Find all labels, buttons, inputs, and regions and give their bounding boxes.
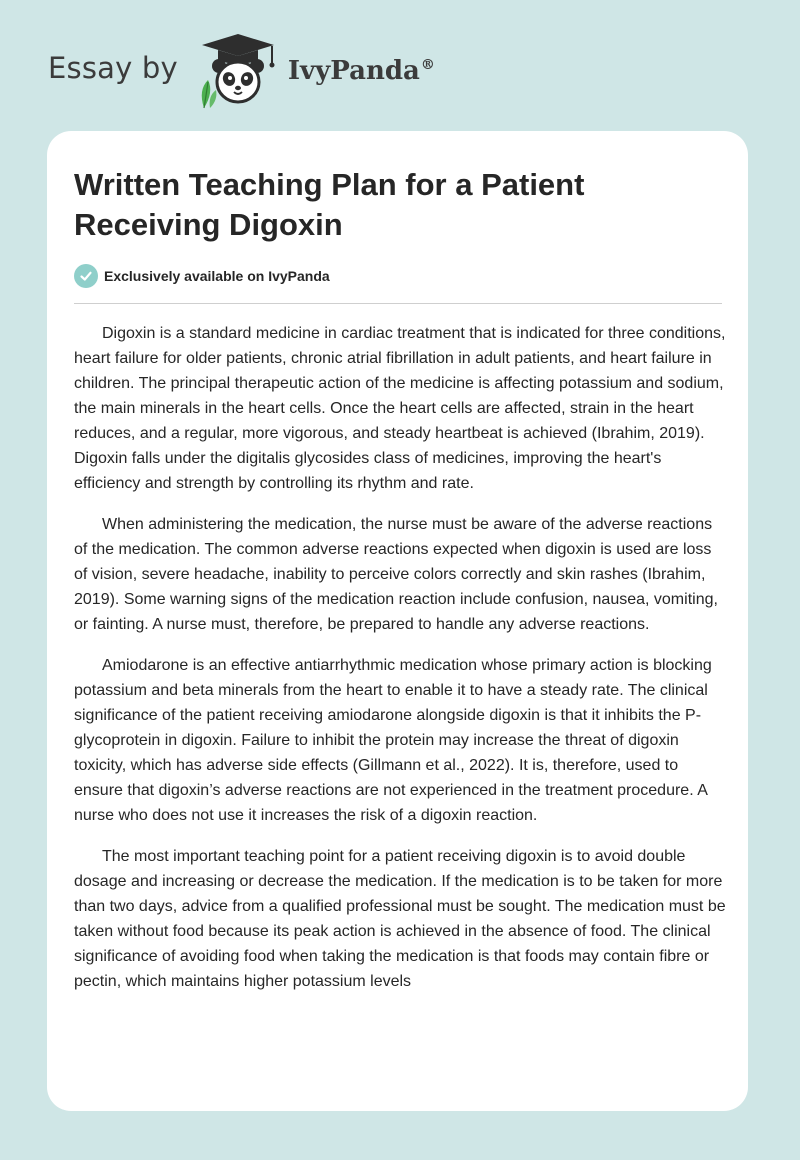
brand-header [48,30,435,110]
exclusive-badge [74,264,330,288]
panda-graduation-cap-logo-icon[interactable] [194,30,284,110]
brand-name[interactable]: IvyPanda® [287,56,435,86]
article-paragraph: When administering the medication, the nurse must be aware of the adverse reactions of the medication. The common adverse reactions expected when digoxin is used are loss of vision, severe headache, inability to perceive colors correctly and skin rashes (Ibrahim, 2019). Some warning signs of the medication reaction include confusion, nausea, vomiting, or fainting. A nurse must, therefore, be prepared to handle any adverse reactions. [74,516,718,633]
registered-mark: ® [420,57,435,74]
exclusive-label: Exclusively available on IvyPanda [104,268,330,284]
article-card [47,131,748,1111]
article-title: Written Teaching Plan for a Patient Receiving Digoxin [74,167,585,242]
article-body [74,321,726,1010]
panda-logo-svg [194,30,284,110]
checkmark-svg [79,269,93,283]
article-paragraph: The most important teaching point for a patient receiving digoxin is to avoid double dosage and increasing or decrease the medication. If the medication is to be taken for more than two days, advice from a qualified professional must be sought. The medication must be taken without food because its peak action is achieved in the absence of food. The clinical significance of avoiding food when taking the medication is that foods may contain fibre or pectin, which maintains higher potassium levels [74,848,726,990]
brand-prefix: Essay by [48,51,178,85]
article-paragraph: Digoxin is a standard medicine in cardiac treatment that is indicated for three conditions, heart failure for older patients, chronic atrial fibrillation in adult patients, and heart failure in children. The principal therapeutic action of the medicine is affecting potassium and sodium, the main minerals in the heart cells. Once the heart cells are affected, strain in the heart reduces, and a regular, more vigorous, and steady heartbeat is achieved (Ibrahim, 2019). Digoxin falls under the digitalis glycosides class of medicines, improving the heart's efficiency and strength by controlling its rhythm and rate. [74,325,726,492]
checkmark-icon [74,264,98,288]
divider [74,303,722,304]
article-paragraph: Amiodarone is an effective antiarrhythmic medication whose primary action is blocking potassium and beta minerals from the heart to enable it to have a steady rate. The clinical significance of the patient receiving amiodarone alongside digoxin is that it inhibits the P-glycoprotein in digoxin. Failure to inhibit the protein may increase the threat of digoxin toxicity, which has adverse side effects (Gillmann et al., 2022). It is, therefore, used to ensure that digoxin’s adverse reactions are not experienced in the treatment procedure. A nurse who does not use it increases the risk of a digoxin reaction. [74,657,712,824]
